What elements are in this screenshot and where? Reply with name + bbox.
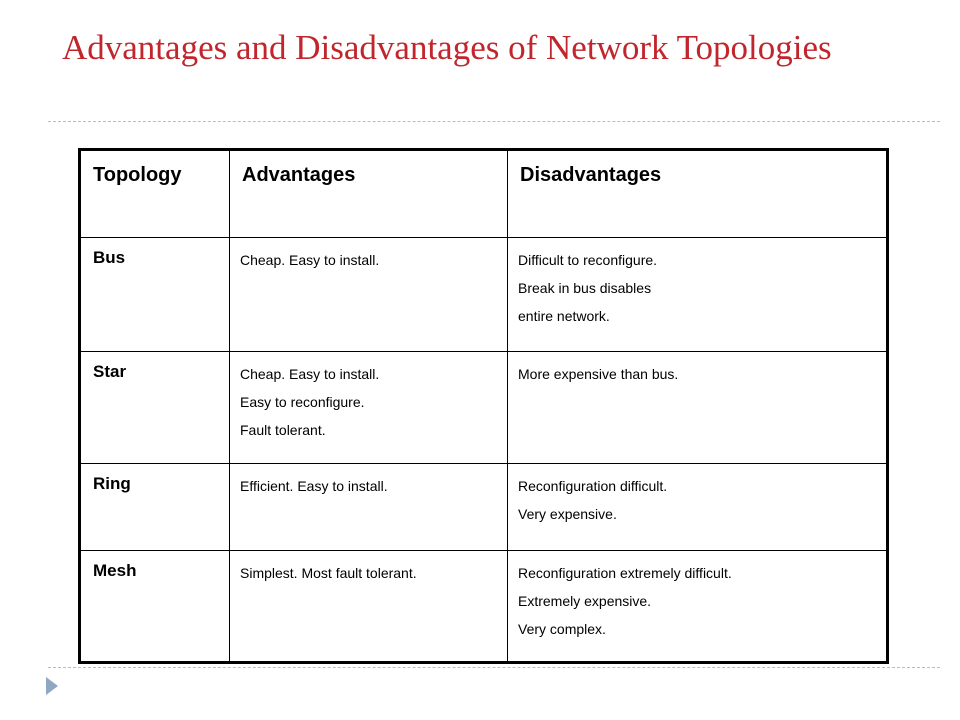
- table-row: [80, 238, 888, 352]
- disadvantage-line: Extremely expensive.: [518, 593, 652, 609]
- advantages-cell: [230, 551, 508, 663]
- advantage-line: Easy to reconfigure.: [240, 394, 365, 410]
- title-divider: [48, 121, 940, 122]
- slide-title: Advantages and Disadvantages of Network Topologies: [62, 28, 832, 67]
- triangle-bullet-icon: [46, 677, 58, 695]
- disadvantage-line: Very complex.: [518, 621, 606, 637]
- disadvantage-line: More expensive than bus.: [518, 366, 679, 382]
- topology-table: [78, 148, 889, 664]
- topology-name: Mesh: [80, 551, 230, 663]
- advantage-line: Simplest. Most fault tolerant.: [240, 565, 417, 581]
- disadvantage-line: Reconfiguration extremely difficult.: [518, 565, 732, 581]
- advantages-cell: [230, 238, 508, 352]
- topology-name: Bus: [80, 238, 230, 352]
- footer-divider: [48, 667, 940, 668]
- header-disadvantages: Disadvantages: [508, 150, 888, 238]
- advantage-line: Cheap. Easy to install.: [240, 252, 380, 268]
- disadvantages-cell: [508, 551, 888, 663]
- header-topology: Topology: [80, 150, 230, 238]
- disadvantages-cell: [508, 238, 888, 352]
- disadvantages-cell: [508, 352, 888, 464]
- disadvantage-line: entire network.: [518, 308, 610, 324]
- table-row: [80, 464, 888, 551]
- advantages-cell: [230, 464, 508, 551]
- advantage-line: Efficient. Easy to install.: [240, 478, 388, 494]
- topology-name: Star: [80, 352, 230, 464]
- advantage-line: Cheap. Easy to install.: [240, 366, 380, 382]
- table-row: [80, 551, 888, 663]
- advantage-line: Fault tolerant.: [240, 422, 326, 438]
- table-header-row: [80, 150, 888, 238]
- disadvantage-line: Reconfiguration difficult.: [518, 478, 668, 494]
- disadvantage-line: Difficult to reconfigure.: [518, 252, 658, 268]
- advantages-cell: [230, 352, 508, 464]
- topology-name: Ring: [80, 464, 230, 551]
- disadvantage-line: Break in bus disables: [518, 280, 652, 296]
- table-row: [80, 352, 888, 464]
- header-advantages: Advantages: [230, 150, 508, 238]
- disadvantage-line: Very expensive.: [518, 506, 617, 522]
- disadvantages-cell: [508, 464, 888, 551]
